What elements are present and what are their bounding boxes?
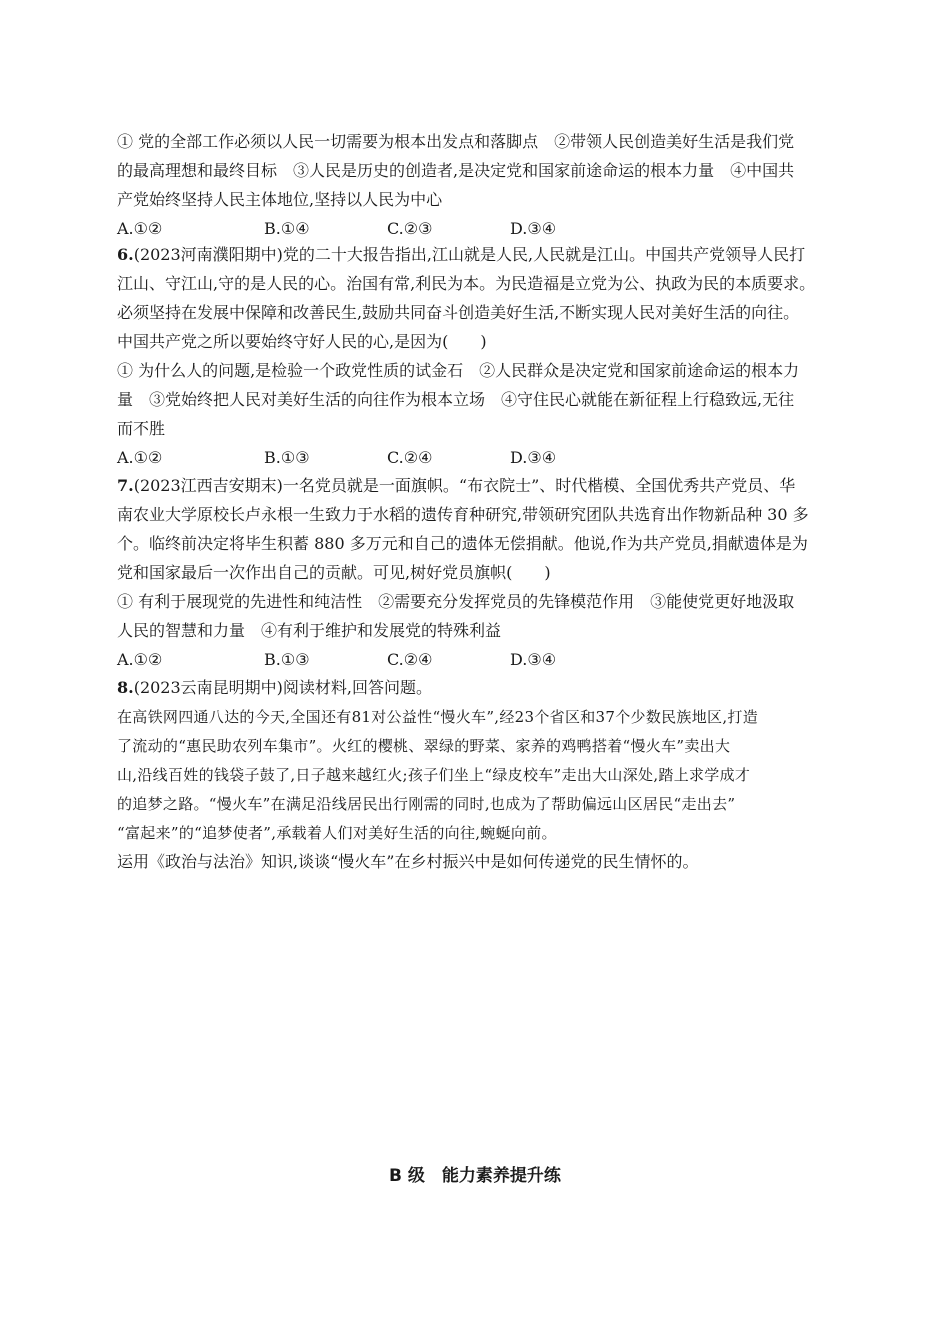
q7-option-b[interactable]: B.①③ <box>264 650 310 669</box>
q6-stem-line-4: 中国共产党之所以要始终守好人民的心,是因为( ) <box>117 332 487 351</box>
q8-material-line-4: 的追梦之路。“慢火车”在满足沿线居民出行刚需的同时,也成为了帮助偏远山区居民“走出去” <box>117 795 736 813</box>
q6-option-a[interactable]: A.①② <box>117 448 163 467</box>
q6-stem-text-1: 党的二十大报告指出,江山就是人民,人民就是江山。中国共产党领导人民打 <box>282 245 806 264</box>
q7-stem-line-3: 个。临终前决定将毕生积蓄 880 多万元和自己的遗体无偿捐献。他说,作为共产党员,捐献遗体是为 <box>117 534 808 553</box>
q7-stem-line-1 <box>117 476 837 496</box>
q7-option-d[interactable]: D.③④ <box>510 650 557 669</box>
q5-option-c[interactable]: C.②③ <box>387 219 433 238</box>
q5-option-a[interactable]: A.①② <box>117 219 163 238</box>
q6-choice-line-2: 量 ③党始终把人民对美好生活的向往作为根本立场 ④守住民心就能在新征程上行稳致远,无往 <box>117 390 795 409</box>
q6-stem-line-3: 必须坚持在发展中保障和改善民生,鼓励共同奋斗创造美好生活,不断实现人民对美好生活的向往。 <box>117 303 800 322</box>
q8-material-line-5: “富起来”的“追梦使者”,承载着人们对美好生活的向往,蜿蜒向前。 <box>117 824 557 842</box>
q8-material-line-1: 在高铁网四通八达的今天,全国还有81对公益性“慢火车”,经23个省区和37个少数民族地区,打造 <box>117 708 759 726</box>
q6-option-c[interactable]: C.②④ <box>387 448 433 467</box>
q8-intro: 阅读材料,回答问题。 <box>282 678 433 697</box>
q6-option-d[interactable]: D.③④ <box>510 448 557 467</box>
q8-material-line-3: 山,沿线百姓的钱袋子鼓了,日子越来越红火;孩子们坐上“绿皮校车”走出大山深处,踏上求学成才 <box>117 766 751 784</box>
q7-option-c[interactable]: C.②④ <box>387 650 433 669</box>
q6-choice-line-1: ① 为什么人的问题,是检验一个政党性质的试金石 ②人民群众是决定党和国家前途命运的根本力 <box>117 361 800 380</box>
q5-choice-line-1: ① 党的全部工作必须以人民一切需要为根本出发点和落脚点 ②带领人民创造美好生活是我们党 <box>117 132 795 151</box>
q7-source: (2023江西吉安期末) <box>133 476 283 495</box>
q7-stem-line-4: 党和国家最后一次作出自己的贡献。可见,树好党员旗帜( ) <box>117 563 551 582</box>
q6-choice-line-3: 而不胜 <box>117 419 166 438</box>
q5-choice-line-3: 产党始终坚持人民主体地位,坚持以人民为中心 <box>117 190 443 209</box>
q7-choice-line-2: 人民的智慧和力量 ④有利于维护和发展党的特殊利益 <box>117 621 502 640</box>
q8-source: (2023云南昆明期中) <box>133 678 283 697</box>
q5-options <box>117 219 837 239</box>
q6-option-b[interactable]: B.①③ <box>264 448 310 467</box>
q6-options <box>117 448 837 468</box>
q6-source: (2023河南濮阳期中) <box>133 245 283 264</box>
q6-stem-line-2: 江山、守江山,守的是人民的心。治国有常,利民为本。为民造福是立党为公、执政为民的本质要求。 <box>117 274 816 293</box>
q8-question: 运用《政治与法治》知识,谈谈“慢火车”在乡村振兴中是如何传递党的民生情怀的。 <box>117 852 699 871</box>
q5-option-d[interactable]: D.③④ <box>510 219 557 238</box>
q7-option-a[interactable]: A.①② <box>117 650 163 669</box>
q5-option-b[interactable]: B.①④ <box>264 219 310 238</box>
section-title: B 级 能力素养提升练 <box>389 1166 561 1186</box>
q5-choice-line-2: 的最高理想和最终目标 ③人民是历史的创造者,是决定党和国家前途命运的根本力量 ④中国共 <box>117 161 795 180</box>
q7-options <box>117 650 837 670</box>
q7-choice-line-1: ① 有利于展现党的先进性和纯洁性 ②需要充分发挥党员的先锋模范作用 ③能使党更好地汲取 <box>117 592 795 611</box>
q7-stem-line-2: 南农业大学原校长卢永根一生致力于水稻的遗传育种研究,带领研究团队共选育出作物新品种 30 多 <box>117 505 809 524</box>
q7-stem-text-1: 一名党员就是一面旗帜。“布衣院士”、时代楷模、全国优秀共产党员、华 <box>282 476 796 495</box>
q7-number: 7. <box>117 476 134 495</box>
q6-stem-line-1 <box>117 245 837 265</box>
q8-number: 8. <box>117 678 134 697</box>
q6-number: 6. <box>117 245 134 264</box>
q8-stem-line <box>117 678 837 698</box>
q8-material-line-2: 了流动的“惠民助农列车集市”。火红的樱桃、翠绿的野菜、家养的鸡鸭搭着“慢火车”卖出大 <box>117 737 731 755</box>
